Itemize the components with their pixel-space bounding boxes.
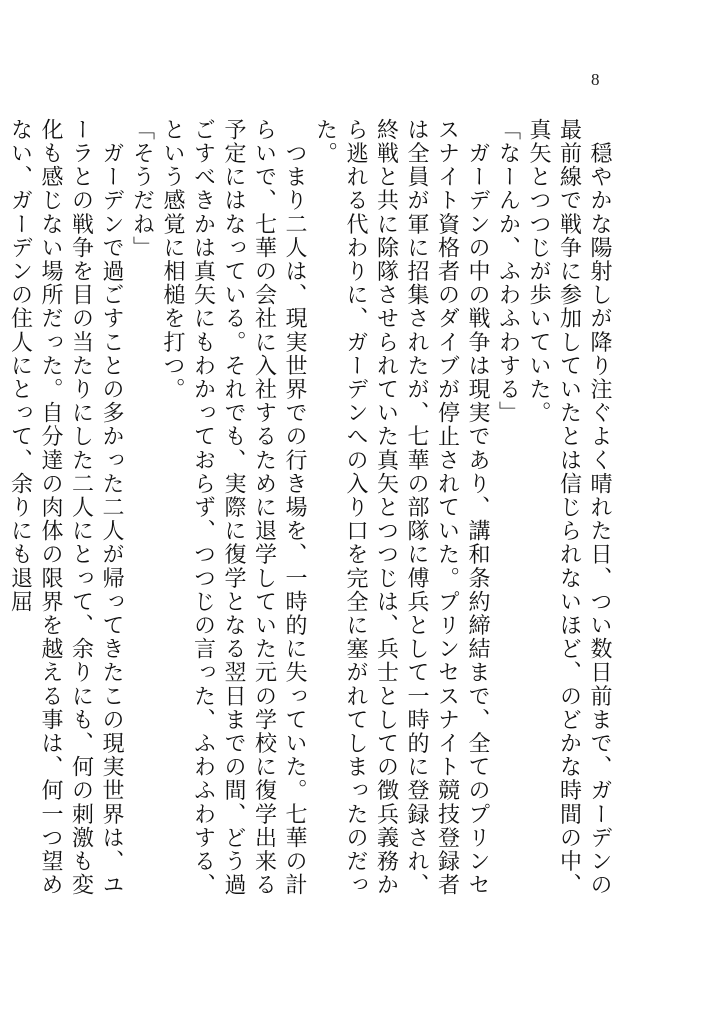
page-number: 8: [591, 70, 600, 89]
paragraph: 穏やかな陽射しが降り注ぐよく晴れた日、つい数日前まで、ガーデンの最前線で戦争に参加していたとは信じられないほど、のどかな時間の中、真矢とつつじが歩いていた。: [526, 118, 612, 897]
dialogue-line: 「そうだね」: [129, 118, 155, 260]
dialogue-line: 「なーんか、ふわふわする」: [495, 118, 521, 425]
paragraph: ガーデンで過ごすことの多かった二人が帰ってきたこの現実世界は、ユーラとの戦争を目の当たりにした二人にとって、余りにも、何の刺激も変化も感じない場所だった。自分達の肉体の限界を越える事は、何一つ望めない、ガーデンの住人にとって、余りにも退屈: [7, 118, 124, 897]
paragraph: つまり二人は、現実世界での行き場を、一時的に失っていた。七華の計らいで、七華の会社に入社するために退学していた元の学校に復学出来る予定にはなっている。それでも、実際に復学となる翌日までの間、どう過ごすべきかは真矢にもわかっておらず、つつじの言った、ふわふわする、という感覚に相槌を打つ。: [160, 118, 307, 897]
paragraph: ガーデンの中の戦争は現実であり、講和条約締結まで、全てのプリンセスナイト資格者のダイブが停止されていた。プリンセスナイト競技登録者は全員が軍に招集されたが、七華の部隊に傅兵として一時的に登録され、終戦と共に除隊させられていた真矢とつつじは、兵士としての徴兵義務から逃れる代わりに、ガーデンへの入り口を完全に塞がれてしまったのだった。: [312, 118, 490, 897]
body-text: [7, 118, 614, 918]
